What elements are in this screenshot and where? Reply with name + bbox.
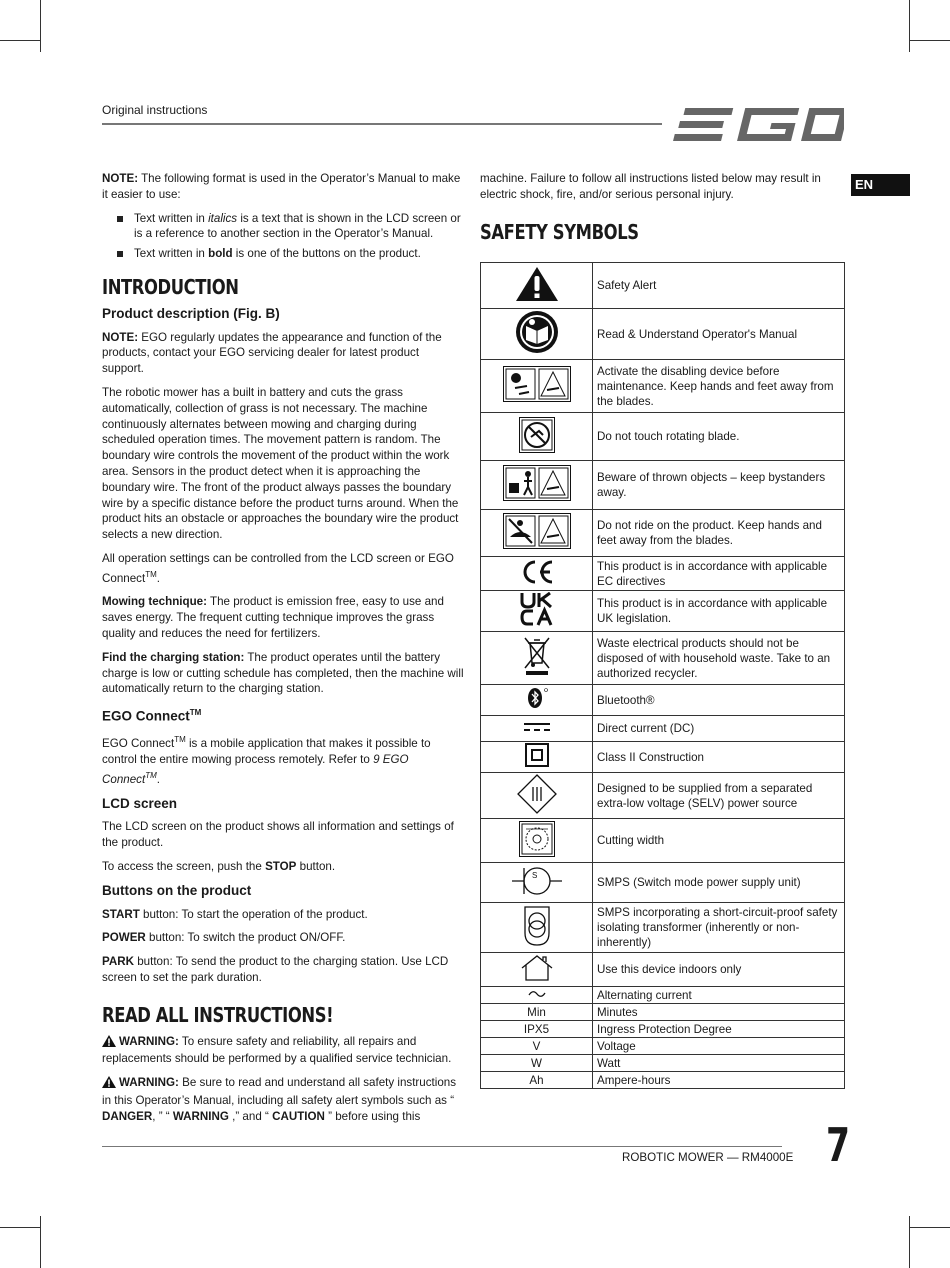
- charging-paragraph: [102, 650, 464, 697]
- symbol-cell: [481, 903, 593, 953]
- table-row: [481, 1038, 845, 1055]
- symbol-description: Bluetooth®: [593, 685, 845, 716]
- smps-icon: [510, 870, 564, 901]
- symbol-cell: [481, 413, 593, 461]
- note-paragraph: [102, 171, 464, 203]
- symbol-label: Min: [481, 1004, 593, 1021]
- crop-mark: [909, 0, 910, 52]
- warning1-paragraph: [102, 1034, 464, 1068]
- table-row: [481, 263, 845, 309]
- symbol-cell: [481, 591, 593, 632]
- page-number: 7: [826, 1118, 851, 1172]
- symbol-description: Use this device indoors only: [593, 953, 845, 987]
- cutting-width-icon: [519, 847, 555, 860]
- start-text: button: To start the operation of the product.: [139, 907, 368, 921]
- ego-logo: [672, 105, 844, 150]
- list-item: [134, 246, 464, 262]
- park-label: PARK: [102, 955, 134, 969]
- table-row: [481, 773, 845, 819]
- symbol-description: Class II Construction: [593, 742, 845, 773]
- trademark: TM: [145, 770, 157, 780]
- warning-text: , ” “: [152, 1109, 173, 1123]
- symbol-cell: [481, 461, 593, 510]
- symbol-cell: [481, 309, 593, 360]
- no-ride-icon: [503, 539, 571, 552]
- caution-word: CAUTION: [272, 1109, 325, 1123]
- read-instructions-heading: READ ALL INSTRUCTIONS!: [102, 1002, 334, 1027]
- crop-mark: [909, 1227, 950, 1228]
- crop-mark: [40, 0, 41, 52]
- safety-symbols-heading: SAFETY SYMBOLS: [480, 219, 639, 244]
- bluetooth-icon: [524, 699, 550, 712]
- warning-text: To ensure safety and reliability, all repairs and replacements should be performed by a qualified service technician.: [102, 1034, 452, 1066]
- table-row: [481, 309, 845, 360]
- buttons-heading: Buttons on the product: [102, 882, 252, 898]
- read-manual-icon: [515, 344, 559, 357]
- symbol-description: Do not ride on the product. Keep hands and feet away from the blades.: [593, 510, 845, 557]
- warning2-paragraph: [102, 1075, 464, 1124]
- charging-text: The product operates until the battery charge is low or cutting schedule has completed, then the machine will automatically return to the charging station.: [102, 650, 464, 696]
- access-text: To access the screen, push the: [102, 859, 266, 873]
- bullet-bold: bold: [208, 247, 233, 261]
- warning-text: ,” and “: [228, 1109, 273, 1123]
- symbol-cell: [481, 557, 593, 591]
- symbol-cell: [481, 360, 593, 413]
- table-row: [481, 685, 845, 716]
- symbol-description: SMPS incorporating a short-circuit-proof safety isolating transformer (inherently or non-inherently): [593, 903, 845, 953]
- weee-bin-icon: [522, 667, 552, 680]
- table-row: [481, 903, 845, 953]
- symbol-cell: [481, 742, 593, 773]
- robotic-paragraph: The robotic mower has a built in battery and cuts the grass automatically, collection of grass is not necessary. The machine continuously alternates between mowing and charging during scheduled operation times. The movement pattern is random. The boundary wire controls the movement of the product within the work area. Sensors in the product detect when it is approaching the boundary wire. The front of the product always passes the boundary wire by a specific distance before the product turns around. When the product hits an obstacle or approaches the boundary wire the product selects a new direction.: [102, 385, 459, 542]
- connect-text: is a mobile application that makes it possible to control the entire mowing process remotely. Refer to: [102, 737, 431, 767]
- note-text: EGO regularly updates the appearance and function of the products, contact your EGO servicing dealer for latest product support.: [102, 330, 442, 376]
- connect-heading-text: EGO Connect: [102, 708, 190, 724]
- connect-text: .: [156, 772, 160, 786]
- warning-text: Be sure to read and understand all safety instructions in this Operator’s Manual, including all safety alert symbols such as “: [102, 1076, 457, 1107]
- table-row: [481, 987, 845, 1004]
- symbol-description: Direct current (DC): [593, 716, 845, 742]
- introduction-heading: INTRODUCTION: [102, 274, 239, 299]
- symbol-label: W: [481, 1055, 593, 1072]
- note2-paragraph: [102, 330, 464, 377]
- symbol-description: SMPS (Switch mode power supply unit): [593, 863, 845, 903]
- bullet-text: is one of the buttons on the product.: [232, 247, 421, 261]
- rotating-blade-icon: [519, 443, 555, 456]
- danger-word: DANGER: [102, 1109, 153, 1123]
- lcd-screen-heading: LCD screen: [102, 795, 178, 811]
- mowing-label: Mowing technique:: [102, 595, 207, 609]
- symbol-cell: [481, 819, 593, 863]
- power-text: button: To switch the product ON/OFF.: [145, 931, 346, 945]
- symbol-cell: [481, 685, 593, 716]
- selv-icon: [517, 804, 557, 817]
- symbol-description: This product is in accordance with applicable EC directives: [593, 557, 845, 591]
- symbol-cell: [481, 263, 593, 309]
- access-paragraph: [102, 859, 464, 875]
- symbol-label: V: [481, 1038, 593, 1055]
- crop-mark: [909, 1216, 910, 1268]
- power-label: POWER: [102, 931, 146, 945]
- start-paragraph: [102, 907, 464, 923]
- note-label: NOTE:: [102, 172, 139, 185]
- table-row: [481, 632, 845, 685]
- access-text: button.: [296, 859, 336, 873]
- settings-text: All operation settings can be controlled from the LCD screen or EGO Connect: [102, 551, 454, 585]
- warning-label: WARNING:: [119, 1076, 179, 1090]
- crop-mark: [0, 40, 40, 41]
- symbol-description: Ingress Protection Degree: [593, 1021, 845, 1038]
- symbol-cell: [481, 773, 593, 819]
- symbol-description: Waste electrical products should not be disposed of with household waste. Take to an authorized recycler.: [593, 632, 845, 685]
- ego-connect-heading: [102, 705, 464, 724]
- symbol-description: Beware of thrown objects – keep bystanders away.: [593, 461, 845, 510]
- symbol-cell: [481, 716, 593, 742]
- trademark: TM: [174, 735, 186, 745]
- table-row: [481, 716, 845, 742]
- language-tab: EN: [851, 174, 910, 196]
- left-column: [102, 171, 464, 1133]
- settings-text: .: [156, 571, 160, 585]
- table-row: [481, 510, 845, 557]
- symbol-description: This product is in accordance with applicable UK legislation.: [593, 591, 845, 632]
- park-text: button: To send the product to the charging station. Use LCD screen to set the park duration.: [102, 955, 449, 984]
- symbol-label: IPX5: [481, 1021, 593, 1038]
- lcd-paragraph: The LCD screen on the product shows all information and settings of the product.: [102, 820, 454, 850]
- table-row: [481, 819, 845, 863]
- connect-text: EGO Connect: [102, 737, 175, 751]
- bullet-italic: italics: [208, 211, 238, 225]
- table-row: [481, 461, 845, 510]
- smps-transformer-icon: [521, 937, 553, 950]
- charging-label: Find the charging station:: [102, 650, 245, 664]
- mowing-paragraph: [102, 594, 464, 641]
- table-row: [481, 863, 845, 903]
- footer-product: ROBOTIC MOWER — RM4000E: [622, 1151, 794, 1164]
- note-text: The following format is used in the Operator’s Manual to make it easier to use:: [102, 172, 461, 201]
- class-ii-icon: [525, 757, 549, 770]
- symbol-description: Activate the disabling device before maintenance. Keep hands and feet away from the blades.: [593, 360, 845, 413]
- table-row: [481, 360, 845, 413]
- symbol-description: Voltage: [593, 1038, 845, 1055]
- symbol-cell: [481, 510, 593, 557]
- table-row: [481, 413, 845, 461]
- symbol-description: Safety Alert: [593, 263, 845, 309]
- trademark: TM: [189, 708, 202, 718]
- table-row: [481, 591, 845, 632]
- symbol-description: Minutes: [593, 1004, 845, 1021]
- symbol-description: Cutting width: [593, 819, 845, 863]
- power-paragraph: [102, 930, 464, 946]
- trademark: TM: [145, 569, 157, 579]
- svg-text:S: S: [531, 870, 537, 880]
- bullet-text: Text written in: [134, 247, 209, 261]
- ukca-mark-icon: [519, 616, 555, 629]
- connect-paragraph: [102, 732, 464, 787]
- park-paragraph: [102, 954, 464, 986]
- product-description-heading: Product description (Fig. B): [102, 305, 280, 321]
- symbol-cell: [481, 953, 593, 987]
- symbol-label: Ah: [481, 1072, 593, 1089]
- crop-mark: [0, 1227, 40, 1228]
- table-row: [481, 1072, 845, 1089]
- stop-label: STOP: [265, 859, 297, 873]
- disable-device-icon: [503, 392, 571, 405]
- symbol-cell: [481, 987, 593, 1004]
- safety-alert-icon: [515, 292, 559, 305]
- right-column: [480, 171, 846, 256]
- mowing-text: The product is emission free, easy to use and saves energy. The frequent cutting technique improves the grass quality and reduces the need for fertilizers.: [102, 595, 444, 640]
- table-row: [481, 1055, 845, 1072]
- symbol-description: Designed to be supplied from a separated extra-low voltage (SELV) power source: [593, 773, 845, 819]
- bullet-text: Text written in: [134, 211, 209, 225]
- symbol-cell: [481, 632, 593, 685]
- direct-current-icon: [522, 724, 552, 737]
- header-rule: [102, 123, 662, 125]
- warning-text: ” before using this: [324, 1109, 421, 1123]
- warning-word: WARNING: [172, 1109, 229, 1123]
- warning-triangle-icon: [102, 1076, 116, 1093]
- table-row: [481, 953, 845, 987]
- safety-symbols-table: [480, 262, 845, 1089]
- alternating-current-icon: [528, 989, 546, 1002]
- continued-paragraph: machine. Failure to follow all instructions listed below may result in electric shock, fire, and/or serious personal injury.: [480, 172, 821, 201]
- start-label: START: [102, 907, 140, 921]
- symbol-description: Alternating current: [593, 987, 845, 1004]
- format-list: [102, 211, 464, 262]
- table-row: [481, 557, 845, 591]
- symbol-description: Read & Understand Operator's Manual: [593, 309, 845, 360]
- settings-paragraph: [102, 551, 464, 586]
- symbol-cell: [481, 863, 593, 903]
- warning-label: WARNING:: [119, 1034, 179, 1048]
- thrown-objects-icon: [503, 491, 571, 504]
- header-title: Original instructions: [102, 103, 208, 117]
- symbol-description: Watt: [593, 1055, 845, 1072]
- ce-mark-icon: [520, 575, 554, 588]
- table-row: [481, 1021, 845, 1038]
- connect-reference: 9 EGO Connect: [102, 753, 409, 786]
- footer-rule: [102, 1146, 782, 1147]
- list-item: [134, 211, 464, 243]
- warning-triangle-icon: [102, 1035, 116, 1052]
- indoor-use-icon: [520, 972, 554, 985]
- table-row: [481, 742, 845, 773]
- table-row: [481, 1004, 845, 1021]
- bullet-text: is a text that is shown in the LCD screen or is a reference to another section in the Operator’s Manual.: [134, 211, 461, 241]
- symbol-description: Ampere-hours: [593, 1072, 845, 1089]
- note-label: NOTE:: [102, 330, 139, 344]
- crop-mark: [909, 40, 950, 41]
- crop-mark: [40, 1216, 41, 1268]
- symbol-description: Do not touch rotating blade.: [593, 413, 845, 461]
